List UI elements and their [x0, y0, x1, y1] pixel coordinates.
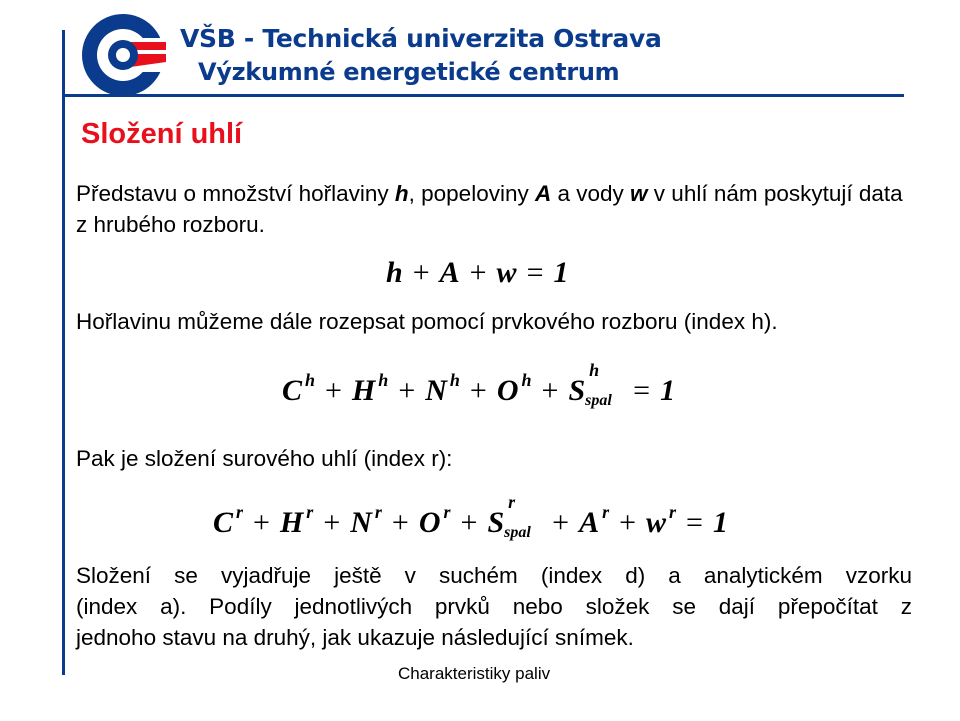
paragraph-ultimate: Hořlavinu můžeme dále rozepsat pomocí prvkového rozboru (index h).	[76, 309, 778, 334]
paragraph-intro: Představu o množství hořlaviny h, popeloviny A a vody w v uhlí nám poskytují data z hrubého rozboru.	[76, 181, 903, 237]
equation-combustible: C $^h$ + H $^h$ + N $^h$ + O $^h$ + S h spal = 1	[282, 360, 676, 409]
footer-text: Charakteristiky paliv	[398, 664, 551, 683]
vsb-logo	[78, 10, 168, 100]
header-divider	[62, 94, 904, 97]
header-university: VŠB - Technická univerzita Ostrava	[180, 24, 662, 53]
equation-proximate: h + A + w = 1	[386, 256, 569, 289]
left-divider	[62, 30, 65, 675]
paragraph-dry-analytic: Složení se vyjadřuje ještě v suchém (index d) a analytickém vzorku (index a). Podíly jednotlivých prvků nebo složek se dají přepočítat z jednoho stavu na druhý, jak ukazuje následující snímek.	[76, 563, 912, 650]
slide-title: Složení uhlí	[81, 118, 243, 150]
header-centre: Výzkumné energetické centrum	[198, 58, 620, 86]
equation-raw-coal: C $^r$ + H $^r$ + N $^r$ + O $^r$ + S r spal + A $^r$ + w $^r$ = 1	[213, 492, 728, 541]
paragraph-raw-coal: Pak je složení surového uhlí (index r):	[76, 446, 453, 471]
